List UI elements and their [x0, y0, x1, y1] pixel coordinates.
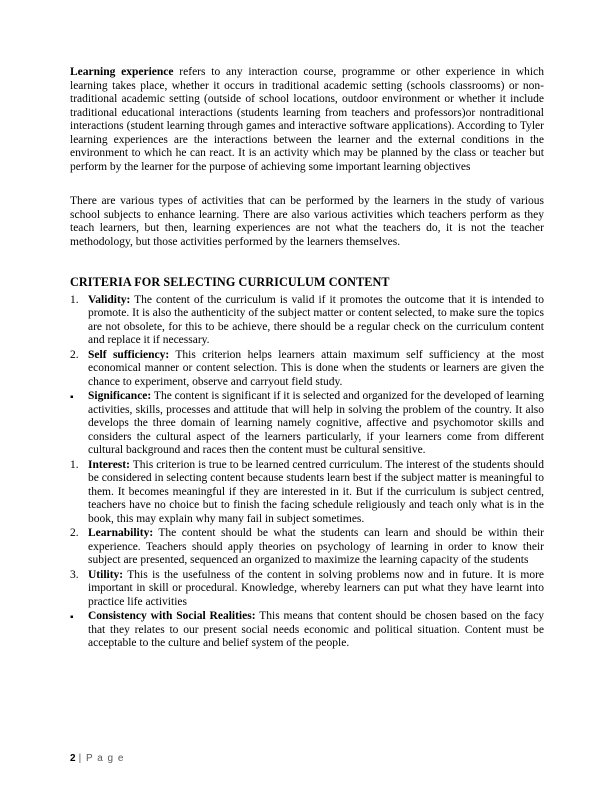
- list-item: [70, 527, 544, 568]
- list-item-text: [88, 294, 544, 348]
- list-item: [70, 349, 544, 390]
- square-bullet-icon: ▪: [70, 612, 74, 623]
- page-footer: [70, 752, 124, 766]
- list-marker: 2.: [70, 527, 79, 539]
- list-item: [70, 294, 544, 348]
- paragraph-activities: There are various types of activities that can be performed by the learners in the study of various school subjects to enhance learning. There are also various activities which teachers perform as they teach learners, but then, learning experiences are not what the teachers do, it is not the teacher methodology, but those activities performed by the learners themselves.: [70, 195, 544, 248]
- criterion-body: This is the usefulness of the content in solving problems now and in future. It is more important in skill or procedural. Knowledge, whereby learners can put what they have learnt into practice life activities: [88, 568, 544, 608]
- criterion-term: Utility:: [88, 568, 124, 581]
- list-item-text: [88, 349, 544, 390]
- list-item-text: [88, 459, 544, 527]
- list-item-text: [88, 569, 544, 610]
- section-heading: CRITERIA FOR SELECTING CURRICULUM CONTENT: [70, 275, 390, 289]
- criterion-body: This criterion is true to be learned centred curriculum. The interest of the students should be considered in selecting content because students learn best if the subject matter is meaningful to them. It becomes meaningful if they are interested in it. But if the curriculum is subject centred, teachers have no choice but to finish the facing schedule religiously and teach only what is in the book, this may explain why many fail in subject sometimes.: [88, 458, 544, 525]
- page-number: 2: [70, 752, 76, 764]
- list-item-text: [88, 527, 544, 568]
- criterion-term: Consistency with Social Realities:: [88, 610, 256, 622]
- intro-text: refers to any interaction course, programme or other experience in which learning takes place, whether it occurs in traditional academic setting (schools classrooms) or non-traditional academic setting (outside of school locations, outdoor environment or whether it include traditional educational interactions (students learning from teachers and professors)or nontraditional interactions (student learning through games and interactive software applications). According to Tyler learning experiences are the interactions between the learner and the external conditions in the environment to which he can react. It is an activity which may be planned by the class or teacher but perform by the learner for the purpose of achieving some important learning objectives: [70, 66, 544, 173]
- list-marker: 1.: [70, 293, 79, 306]
- list-marker: 3.: [70, 568, 79, 581]
- list-marker: 1.: [70, 458, 79, 471]
- criterion-term: Significance:: [88, 390, 152, 402]
- criterion-term: Validity:: [88, 293, 131, 306]
- list-item-text: [88, 390, 544, 458]
- intro-bold-lead: Learning experience: [70, 66, 174, 78]
- intro-paragraph: [70, 66, 544, 174]
- list-item: [70, 610, 544, 651]
- criteria-list: [70, 294, 544, 651]
- list-item: [70, 569, 544, 610]
- criterion-body: The content should be what the students can learn and should be within their experience. Teachers should apply theories on psychology of learning in order to know their subject are presented, sequenced an organized to maximize the learning capacity of the students: [88, 527, 544, 566]
- criterion-term: Interest:: [88, 458, 130, 471]
- criterion-term: Self sufficiency:: [88, 348, 170, 361]
- list-item-text: [88, 610, 544, 651]
- list-item: [70, 459, 544, 527]
- page-label: | P a g e: [78, 752, 125, 764]
- list-item: [70, 390, 544, 458]
- criterion-term: Learnability:: [88, 527, 154, 539]
- criterion-body: This means that content should be chosen based on the facy that they relates to our present social needs economic and political situation. Content must be acceptable to the culture and belief system of the people.: [88, 610, 544, 649]
- square-bullet-icon: ▪: [70, 392, 74, 403]
- criterion-body: This criterion helps learners attain maximum self sufficiency at the most economical manner or content selection. This is done when the students or learners are given the chance to experiment, observe and carryout field study.: [88, 348, 545, 388]
- criterion-body: The content is significant if it is selected and organized for the developed of learning activities, skills, processes and attitude that will help in solving the problem of the country. It also develops the three domain of learning namely cognitive, affective and psychomotor skills and considers the cultural aspect of the learners particularly, if your learners come from different cultural background and races then the content must be cultural sensitive.: [88, 390, 544, 456]
- criterion-body: The content of the curriculum is valid if it promotes the outcome that it is intended to promote. It is also the authenticity of the subject matter or content selected, to make sure the topics are not obsolete, for this to be achieve, there should be a regular check on the curriculum content and replace it if necessary.: [88, 293, 544, 346]
- list-marker: 2.: [70, 348, 79, 361]
